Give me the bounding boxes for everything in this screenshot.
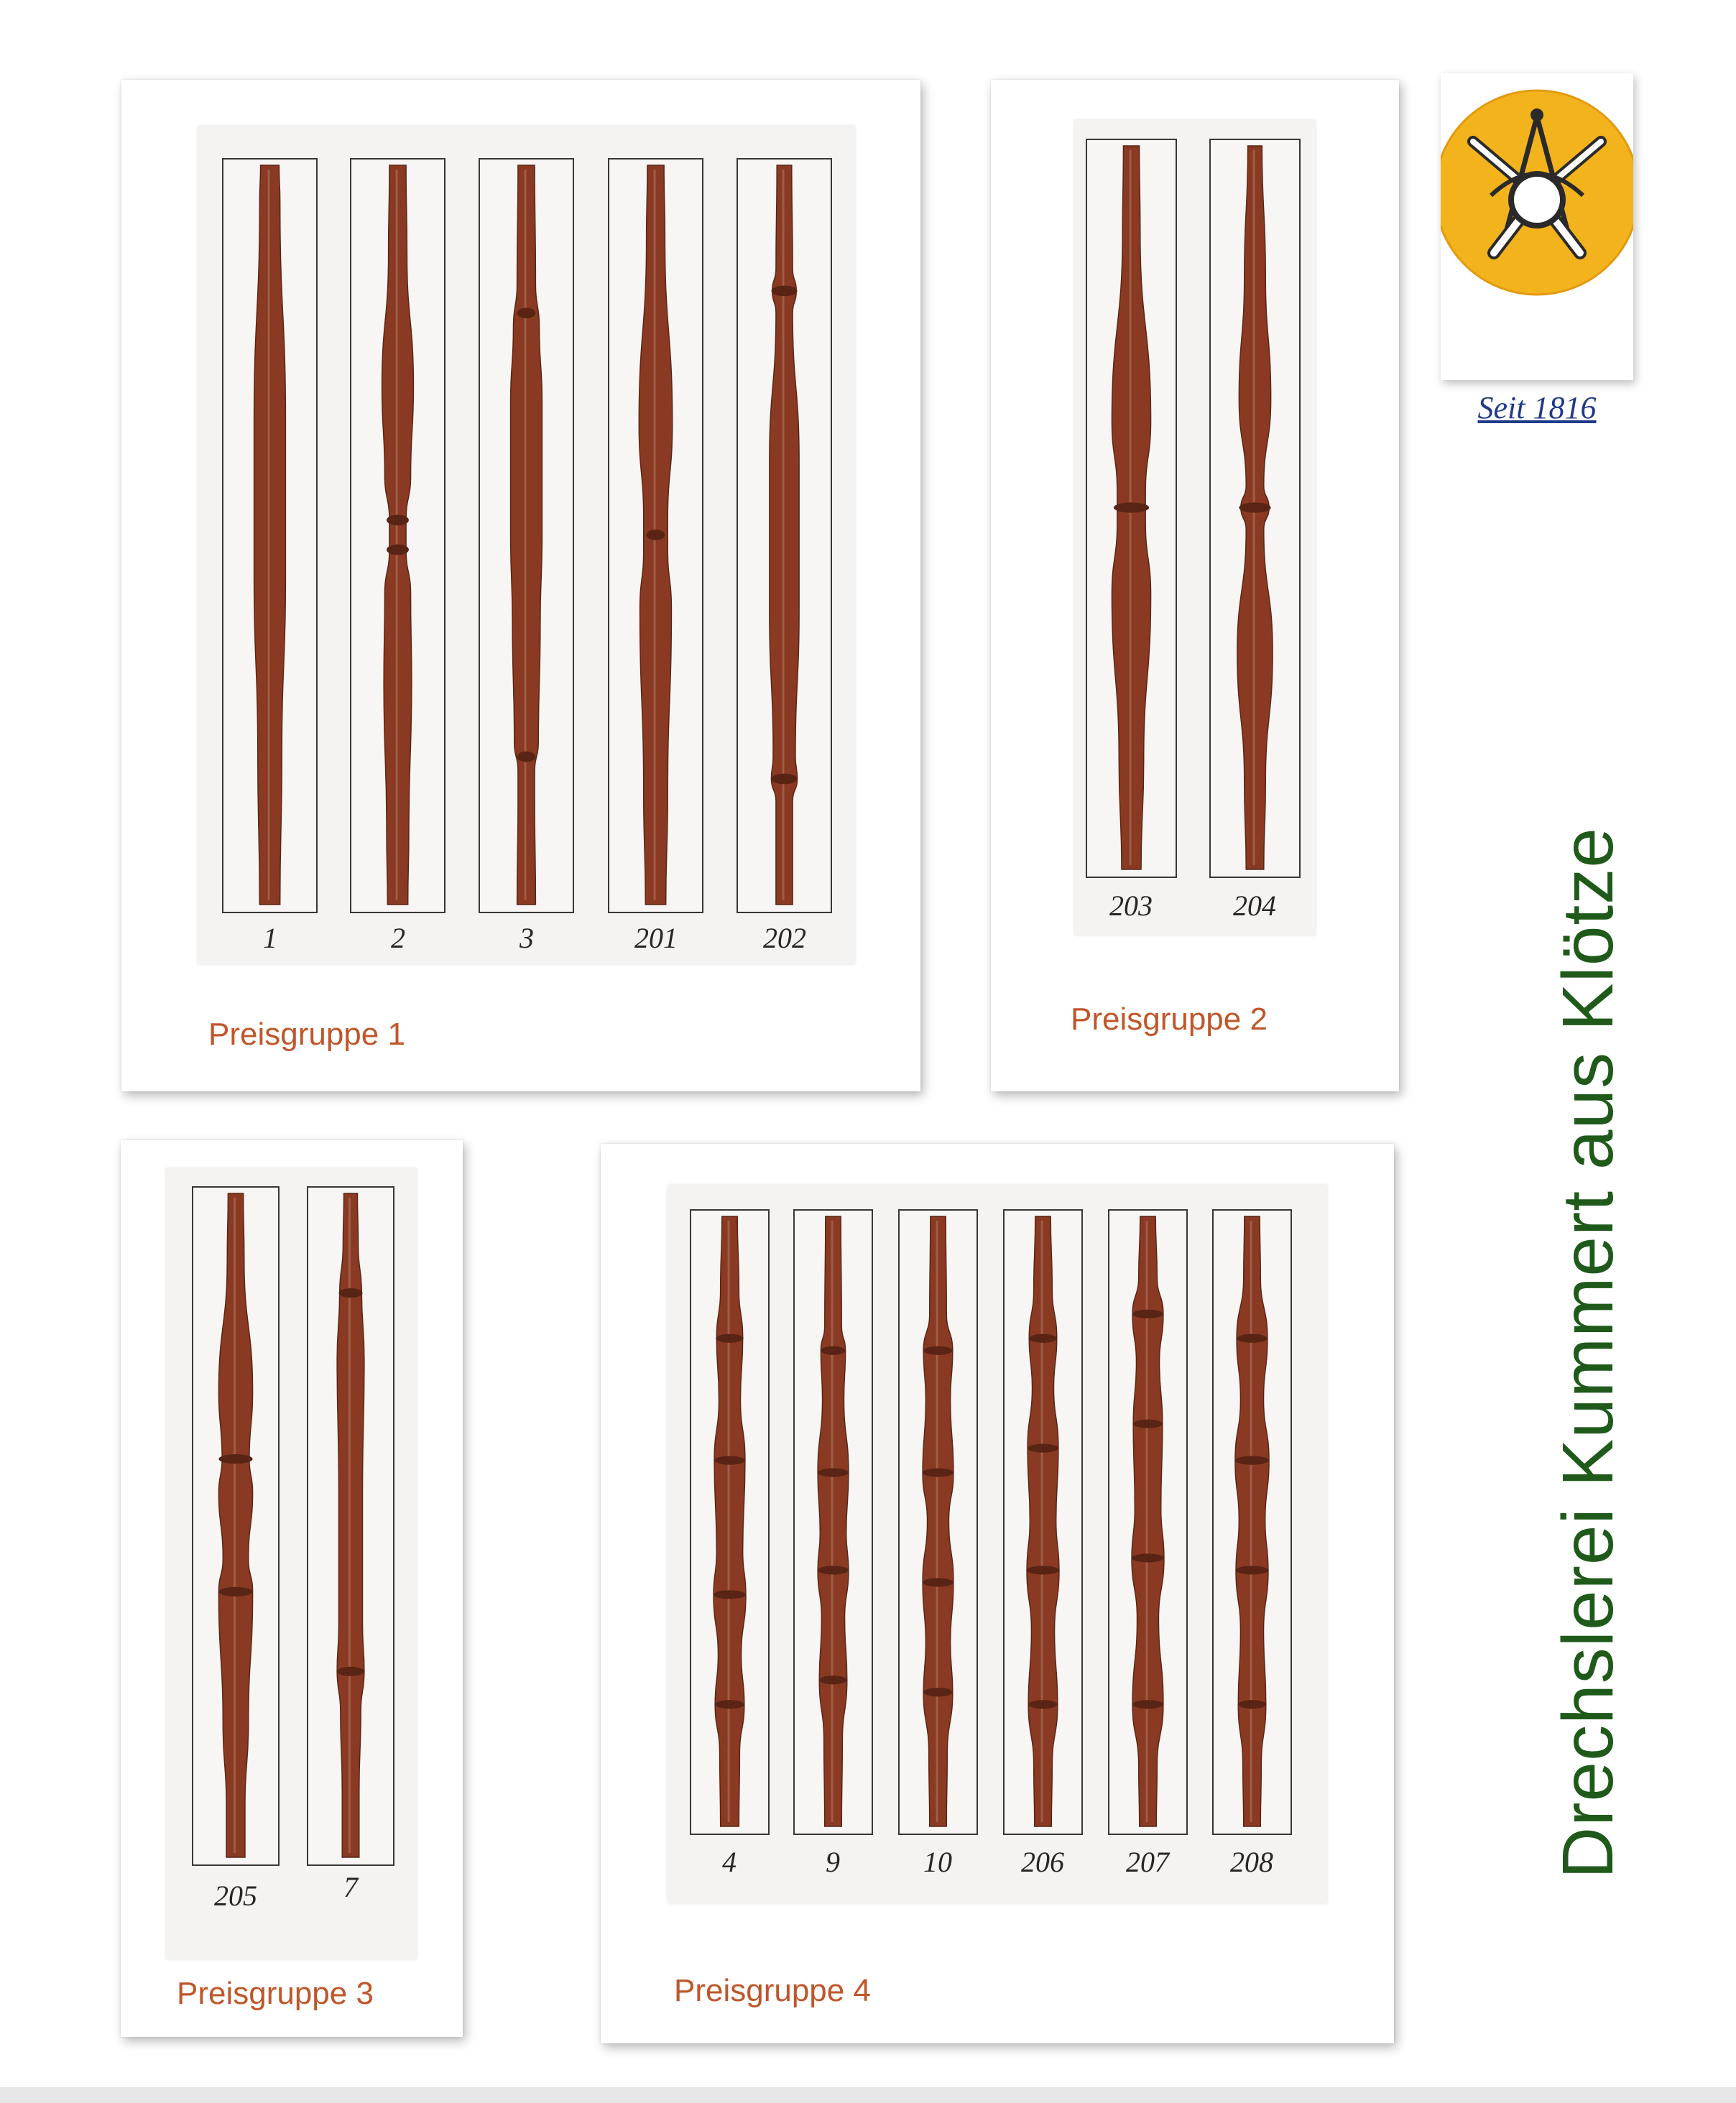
baluster-number-207: 207 [1126,1846,1169,1878]
baluster-frame [1212,1209,1292,1835]
baluster-number-2: 2 [391,922,405,954]
baluster-ring [1027,1566,1059,1574]
baluster-ring [923,1346,953,1355]
baluster-7-illustration [308,1188,393,1864]
logo-caption: Seit 1816 [1477,390,1597,425]
baluster-number-204: 204 [1233,889,1276,922]
baluster-number-202: 202 [763,922,806,954]
baluster-ring [338,1288,362,1298]
baluster-ring [1132,1700,1163,1709]
baluster-208-illustration [1214,1211,1291,1834]
price-group-2-label: Preisgruppe 2 [1071,1002,1268,1037]
price-group-3-label: Preisgruppe 3 [177,1976,374,2011]
baluster-ring [923,1578,954,1586]
baluster-number-10: 10 [923,1846,952,1878]
price-group-2-card [991,80,1399,1091]
baluster-ring [1235,1456,1269,1465]
baluster-number-201: 201 [634,922,678,954]
baluster-highlight [1041,1221,1043,1822]
baluster-frame [222,158,318,913]
baluster-ring [818,1566,849,1574]
price-group-4-card [601,1144,1394,2043]
baluster-2-illustration [351,160,444,912]
price-group-1-card [121,80,920,1091]
baluster-number-205: 205 [214,1880,257,1912]
baluster-ring [1236,1566,1268,1574]
baluster-highlight [234,1198,236,1853]
baluster-highlight [268,170,270,900]
baluster-10-illustration [900,1211,976,1834]
baluster-ring [1132,1310,1163,1318]
baluster-ring [716,1334,744,1343]
company-title: Drechslerei Kummert aus Klötze [1548,827,1628,1879]
baluster-203-illustration [1087,140,1176,877]
baluster-ring [517,308,536,318]
baluster-ring [218,1587,252,1596]
baluster-ring [647,530,665,540]
baluster-frame [1003,1209,1083,1835]
baluster-9-illustration [795,1211,872,1834]
baluster-201-illustration [609,160,702,912]
baluster-number-9: 9 [826,1846,840,1878]
baluster-highlight [782,170,785,900]
baluster-ring [923,1469,954,1477]
baluster-frame [737,158,832,913]
baluster-ring [821,1346,845,1355]
logo-card [1441,73,1633,425]
baluster-ring [819,1676,847,1684]
baluster-frame [1209,139,1301,878]
price-group-3-card [121,1140,463,2037]
baluster-ring [387,545,409,555]
baluster-frame [192,1186,280,1866]
baluster-ring [1029,1334,1057,1343]
baluster-highlight [396,170,398,900]
baluster-ring [1133,1420,1163,1428]
baluster-204-illustration [1211,140,1299,877]
baluster-1-illustration [223,160,316,912]
baluster-206-illustration [1005,1211,1081,1834]
baluster-frame [690,1209,770,1835]
baluster-number-206: 206 [1021,1846,1064,1878]
baluster-ring [218,1454,252,1464]
bottom-divider [0,2087,1736,2103]
baluster-frame [608,158,703,913]
baluster-4-illustration [691,1211,768,1834]
baluster-3-illustration [480,160,573,912]
baluster-ring [387,515,409,526]
baluster-ring [818,1469,849,1477]
baluster-frame [479,158,574,913]
baluster-ring [1239,502,1270,512]
baluster-202-illustration [738,160,831,912]
baluster-frame [793,1209,873,1835]
baluster-ring [1237,1334,1268,1343]
baluster-ring [923,1688,953,1696]
baluster-frame [898,1209,978,1835]
baluster-frame [1086,139,1177,878]
baluster-number-203: 203 [1109,889,1153,922]
baluster-number-4: 4 [722,1846,737,1878]
baluster-ring [517,752,536,762]
baluster-ring [771,286,797,297]
price-group-1-label: Preisgruppe 1 [208,1017,405,1052]
price-group-4-catalog-sheet [668,1185,1327,1903]
baluster-ring [1114,502,1149,512]
baluster-highlight [936,1221,938,1822]
baluster-ring [714,1456,745,1465]
baluster-ring [715,1700,744,1709]
baluster-number-7: 7 [343,1871,358,1903]
baluster-number-1: 1 [263,922,277,954]
baluster-ring [1028,1444,1058,1453]
baluster-frame [350,158,445,913]
baluster-ring [1238,1700,1266,1709]
baluster-highlight [525,170,527,900]
baluster-ring [1132,1553,1164,1562]
baluster-205-illustration [193,1188,278,1864]
baluster-ring [1028,1700,1058,1709]
baluster-highlight [1250,1221,1252,1822]
baluster-number-3: 3 [520,922,534,954]
baluster-207-illustration [1109,1211,1186,1834]
baluster-ring [714,1590,746,1599]
baluster-frame [1108,1209,1188,1835]
price-group-4-label: Preisgruppe 4 [674,1973,871,2008]
baluster-ring [771,774,797,785]
price-group-3-catalog-sheet [166,1168,417,1959]
baluster-highlight [728,1221,730,1822]
compass-chisel-logo-icon [1441,73,1633,380]
baluster-frame [307,1186,394,1866]
baluster-highlight [831,1221,834,1822]
baluster-number-208: 208 [1230,1846,1273,1878]
baluster-ring [337,1667,364,1676]
price-group-2-catalog-sheet [1074,120,1316,935]
price-group-1-catalog-sheet [198,126,855,964]
